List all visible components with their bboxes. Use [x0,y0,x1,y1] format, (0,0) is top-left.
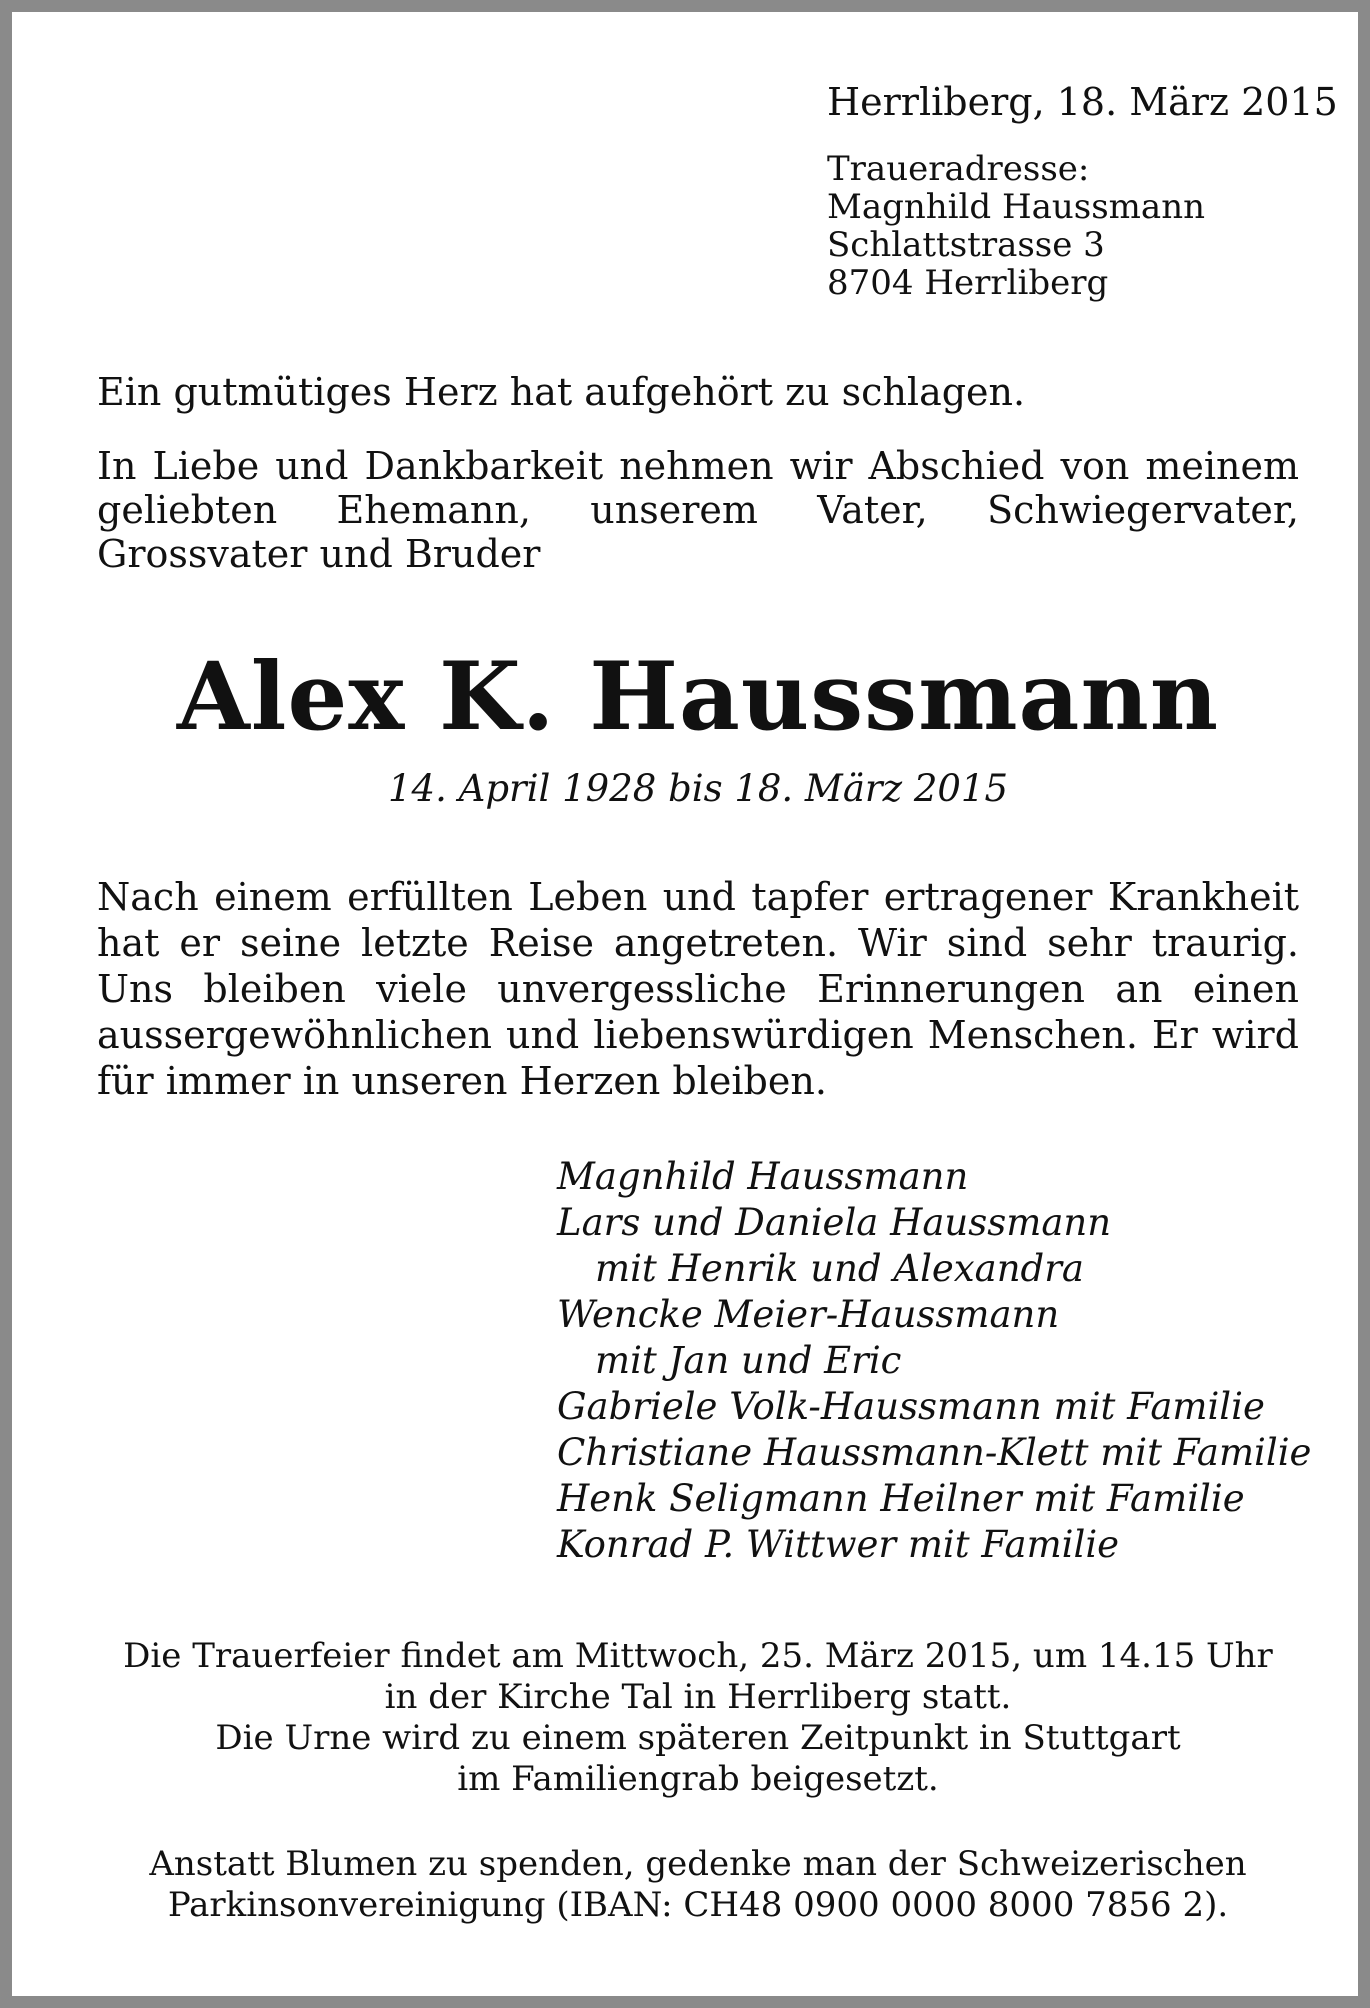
mourning-address [827,150,1205,302]
intro-sentence: Ein gutmütiges Herz hat aufgehört zu schlagen. [97,370,1026,414]
deceased-name: Alex K. Haussmann [176,642,1220,752]
ceremony-line: in der Kirche Tal in Herrliberg statt. [384,1677,1012,1717]
ceremony-line: Die Urne wird zu einem späteren Zeitpunkt in Stuttgart [215,1718,1181,1758]
ceremony-line: im Familiengrab beigesetzt. [457,1759,939,1799]
address-city: 8704 Herrliberg [827,263,1109,303]
tribute-paragraph: Nach einem erfüllten Leben und tapfer ertragener Krankheit hat er seine letzte Reise angetreten. Wir sind sehr traurig. Uns bleiben viele unvergessliche Erinnerungen an einen aussergewöhnlichen und liebenswürdigen Menschen. Er wird für immer in unseren Herzen bleiben. [97,875,1299,1103]
signer-line: Magnhild Haussmann [557,1155,969,1198]
signer-line: Konrad P. Wittwer mit Familie [557,1523,1120,1566]
ceremony-line: Die Trauerfeier findet am Mittwoch, 25. März 2015, um 14.15 Uhr [123,1636,1273,1676]
address-label: Traueradresse: [827,149,1090,189]
signer-line: Christiane Haussmann-Klett mit Familie [557,1431,1312,1474]
signers-list [557,1154,1311,1568]
obituary-notice [12,12,1358,1996]
address-name: Magnhild Haussmann [827,187,1205,227]
signer-line: Gabriele Volk-Haussmann mit Familie [557,1385,1265,1428]
address-street: Schlattstrasse 3 [827,225,1105,265]
place-date: Herrliberg, 18. März 2015 [827,80,1338,124]
donation-info [97,1844,1299,1926]
signer-line: Wencke Meier-Haussmann [557,1293,1060,1336]
signer-line: mit Henrik und Alexandra [595,1247,1084,1290]
signer-line: mit Jan und Eric [595,1339,902,1382]
life-dates: 14. April 1928 bis 18. März 2015 [388,767,1008,810]
donation-line: Anstatt Blumen zu spenden, gedenke man der Schweizerischen [149,1844,1247,1884]
ceremony-info [97,1636,1299,1800]
donation-line: Parkinsonvereinigung (IBAN: CH48 0900 0000 8000 7856 2). [167,1885,1229,1925]
signer-line: Lars und Daniela Haussmann [557,1201,1112,1244]
signer-line: Henk Seligmann Heilner mit Familie [557,1477,1245,1520]
farewell-paragraph: In Liebe und Dankbarkeit nehmen wir Abschied von meinem geliebten Ehemann, unserem Vater, Schwiegervater, Grossvater und Bruder [97,444,1299,576]
